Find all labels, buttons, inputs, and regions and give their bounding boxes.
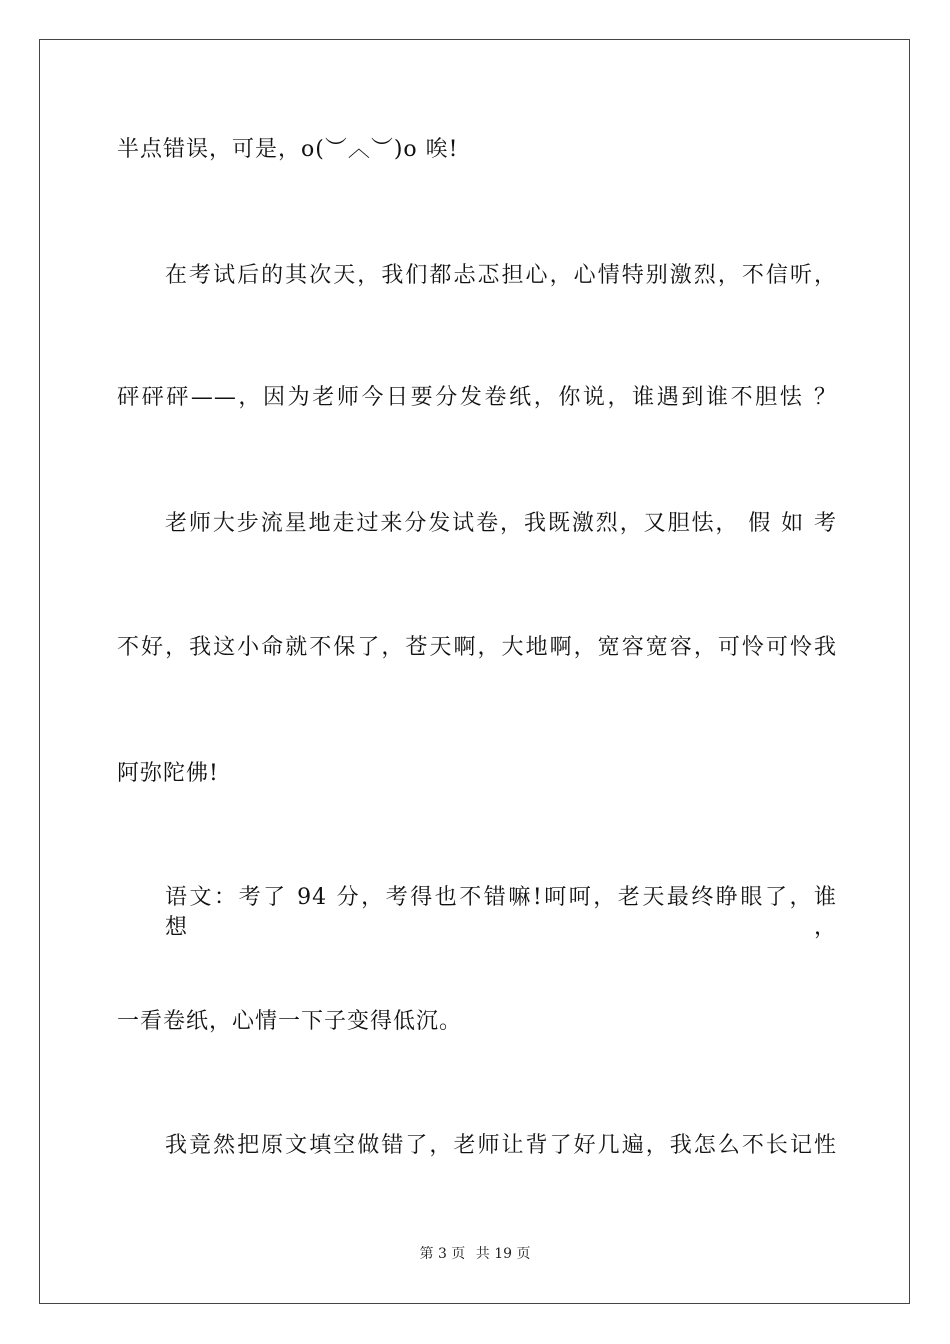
page-total: 共 19 页 bbox=[475, 1246, 531, 1262]
text-line-3: 砰砰砰——，因为老师今日要分发卷纸，你说，谁遇到谁不胆怯 ？ bbox=[117, 385, 837, 410]
text-line-4: 老师大步流星地走过来分发试卷，我既激烈，又胆怯， 假 如 考 bbox=[165, 511, 837, 536]
text-line-1: 半点错误，可是，o(︶︿︶)o 唉! bbox=[117, 137, 459, 162]
text-line-9: 我竟然把原文填空做错了，老师让背了好几遍，我怎么不长记性 bbox=[165, 1133, 837, 1158]
text-line-8: 一看卷纸，心情一下子变得低沉。 bbox=[117, 1009, 463, 1034]
page-number: 第 3 页 bbox=[419, 1246, 466, 1262]
page-footer bbox=[0, 1244, 950, 1264]
text-line-5: 不好，我这小命就不保了，苍天啊，大地啊，宽容宽容，可怜可怜我 bbox=[117, 635, 837, 660]
text-line-6: 阿弥陀佛! bbox=[117, 761, 219, 786]
page-border bbox=[39, 39, 910, 1304]
text-line-2: 在考试后的其次天，我们都忐忑担心，心情特别激烈，不信听， bbox=[165, 263, 837, 288]
text-line-7: 语文：考了 94 分，考得也不错嘛!呵呵，老天最终睁眼了，谁想， bbox=[165, 885, 837, 940]
